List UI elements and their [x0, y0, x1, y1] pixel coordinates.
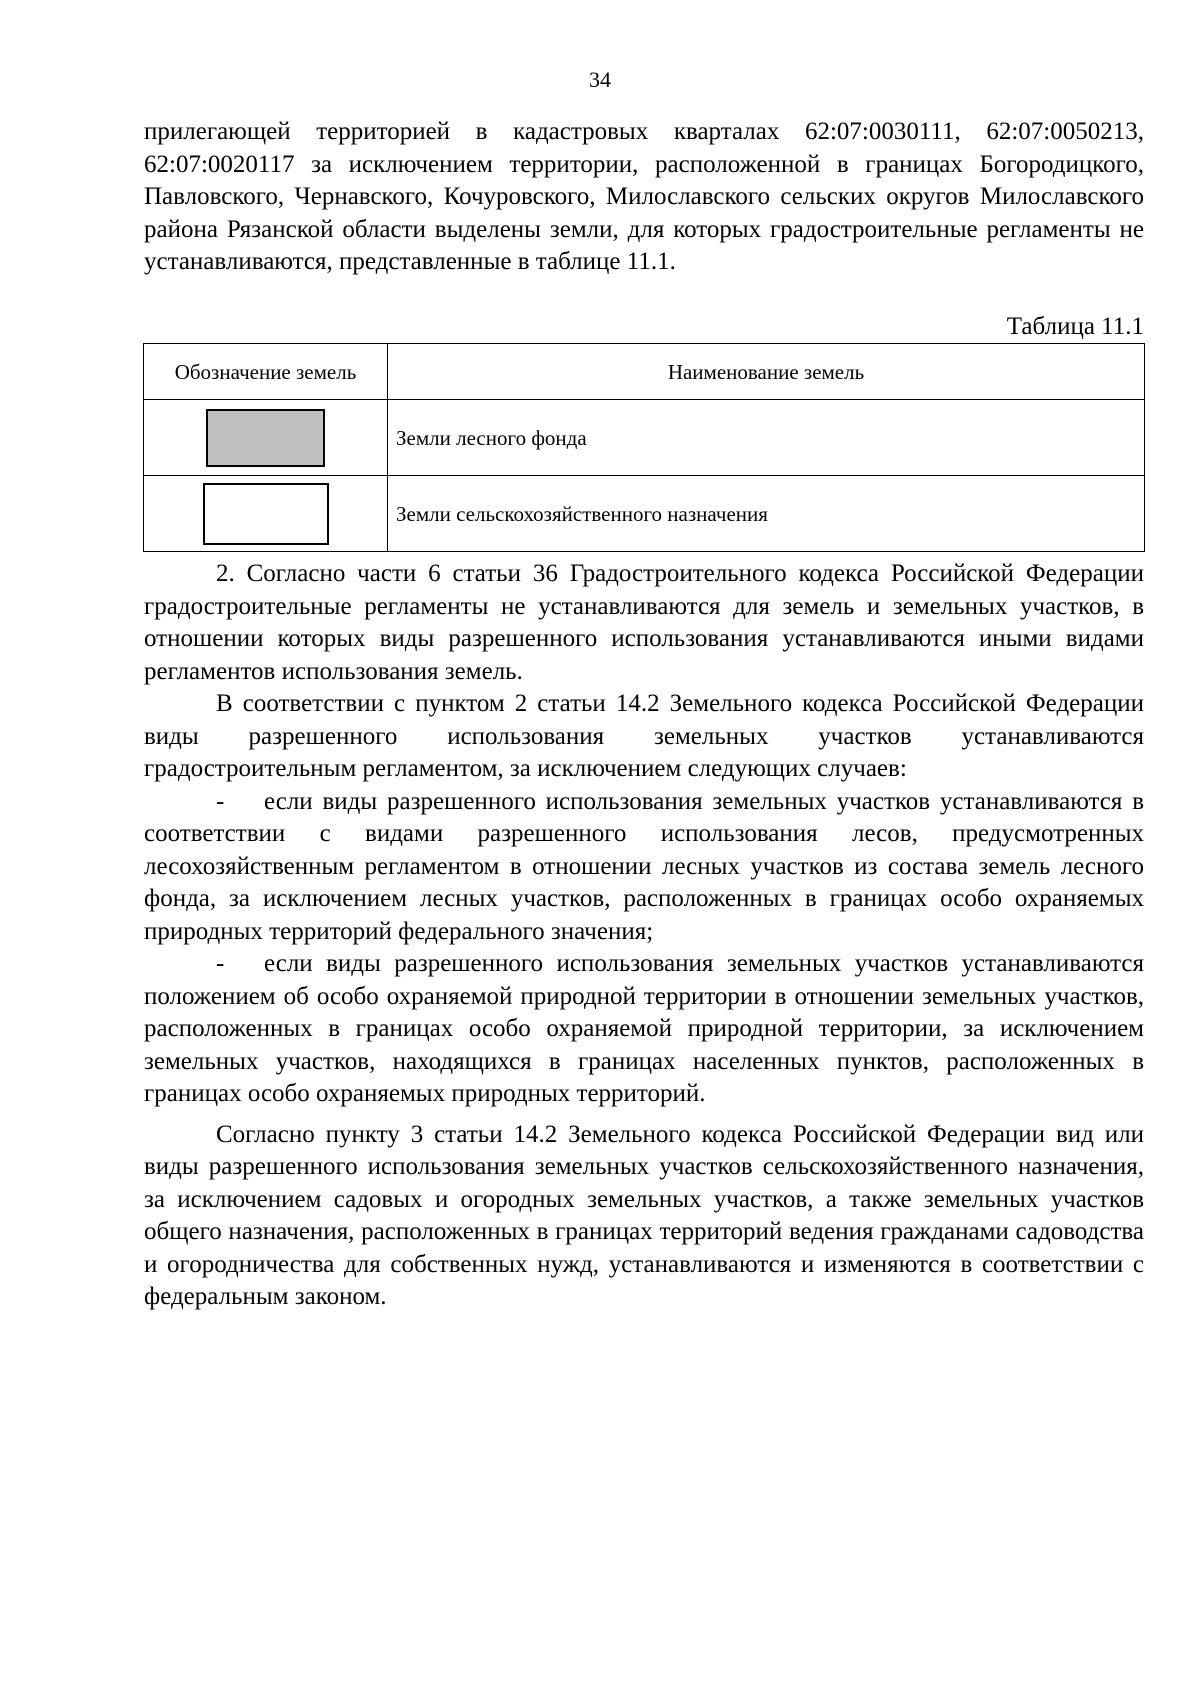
paragraph-gap: [144, 1111, 1144, 1119]
bullet-dash: -: [216, 950, 225, 977]
header-sign-cell: Обозначение земель: [144, 344, 388, 400]
land-name-cell: Земли лесного фонда: [388, 400, 1145, 476]
paragraph-2: 2. Согласно части 6 статьи 36 Градостроительного кодекса Российской Федерации градостроительные регламенты не устанавливаются для земель и земельных участков, в отношении которых виды разрешенного использования устанавливаются иными видами регламентов использования земель.: [144, 560, 1144, 685]
paragraph-4: Согласно пункту 3 статьи 14.2 Земельного кодекса Российской Федерации вид или виды разрешенного использования земельных участков сельскохозяйственного назначения, за исключением садовых и огородных земельных участков, а также земельных участков общего назначения, расположенных в границах территорий ведения гражданами садоводства и огородничества для собственных нужд, устанавливаются и изменяются в соответствии с федеральным законом.: [144, 1120, 1144, 1310]
intro-paragraph: [144, 116, 1144, 279]
land-legend-table: [143, 343, 1145, 552]
body-text: [144, 558, 1144, 1314]
agricultural-land-swatch: [203, 483, 329, 545]
bullet-item-1: [144, 786, 1144, 949]
bullet-text-1: если виды разрешенного использования земельных участков устанавливаются в соответствии с видами разрешенного использования лесов, предусмотренных лесохозяйственным регламентом в отношении лесных участков из состава земель лесного фонда, за исключением лесных участков, расположенных в границах особо охраняемых природных территорий федерального значения;: [144, 787, 1144, 945]
page-number: 34: [589, 67, 611, 92]
sign-cell: [144, 400, 388, 476]
paragraph-3: В соответствии с пунктом 2 статьи 14.2 Земельного кодекса Российской Федерации виды разрешенного использования земельных участков устанавливаются градостроительным регламентом, за исключением следующих случаев:: [144, 690, 1144, 782]
intro-text: прилегающей территорией в кадастровых кварталах 62:07:0030111, 62:07:0050213, 62:07:0020117 за исключением территории, расположенной в границах Богородицкого, Павловского, Чернавского, Кочуровского, Милославского сельских округов Милославского района Рязанской области выделены земли, для которых градостроительные регламенты не устанавливаются, представленные в таблице 11.1.: [144, 118, 1144, 275]
table-row: [144, 476, 1145, 552]
land-name-cell: Земли сельскохозяйственного назначения: [388, 476, 1145, 552]
table-header-row: [144, 344, 1145, 400]
forest-land-swatch: [206, 409, 325, 467]
bullet-item-2: [144, 948, 1144, 1111]
table-caption: Таблица 11.1: [1006, 313, 1144, 340]
table-row: [144, 400, 1145, 476]
header-name-cell: Наименование земель: [388, 344, 1145, 400]
sign-cell: [144, 476, 388, 552]
bullet-text-2: если виды разрешенного использования земельных участков устанавливаются положением об особо охраняемой природной территории в отношении земельных участков, расположенных в границах особо охраняемой природной территории, за исключением земельных участков, находящихся в границах населенных пунктов, расположенных в границах особо охраняемых природных территорий.: [144, 950, 1144, 1107]
bullet-dash: -: [216, 787, 225, 815]
